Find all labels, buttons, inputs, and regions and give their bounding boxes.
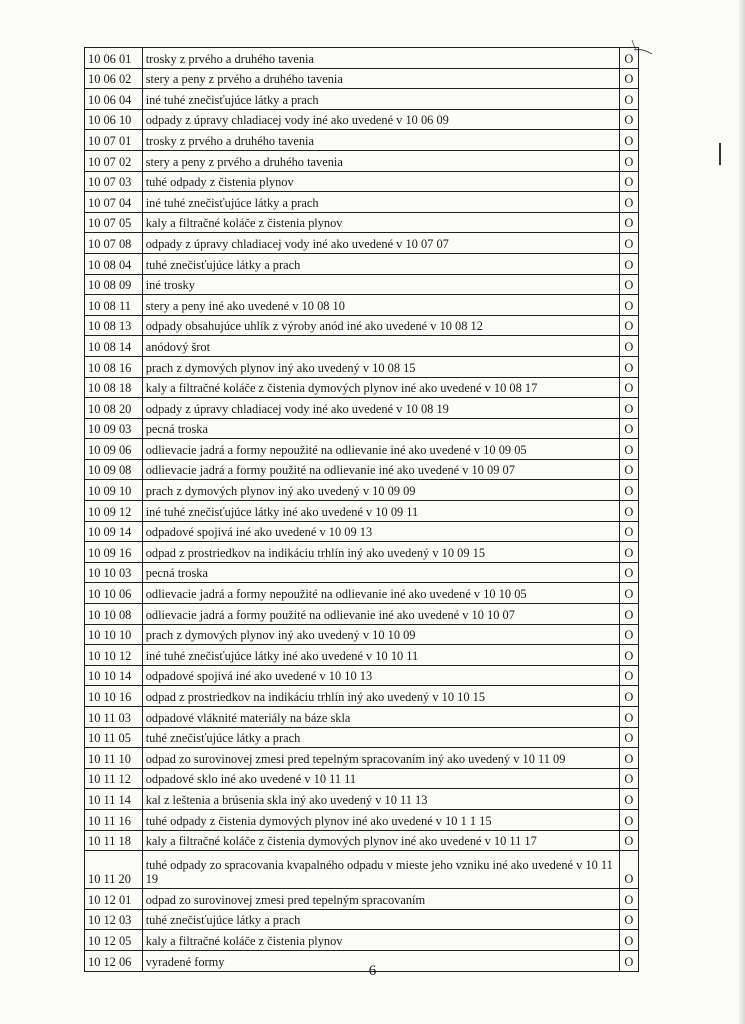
- waste-category: O: [619, 562, 638, 583]
- waste-description: prach z dymových plynov iný ako uvedený v 10 10 09: [142, 624, 619, 645]
- waste-code: 10 07 01: [85, 130, 143, 151]
- waste-description: prach z dymových plynov iný ako uvedený v 10 08 15: [142, 356, 619, 377]
- waste-category: O: [619, 542, 638, 563]
- waste-description: stery a peny z prvého a druhého tavenia: [142, 68, 619, 89]
- waste-category: O: [619, 604, 638, 625]
- waste-description: tuhé znečisťujúce látky a prach: [142, 909, 619, 930]
- waste-category: O: [619, 439, 638, 460]
- waste-description: pecná troska: [142, 562, 619, 583]
- waste-description: odpadové sklo iné ako uvedené v 10 11 11: [142, 768, 619, 789]
- waste-code: 10 11 05: [85, 727, 143, 748]
- waste-description: trosky z prvého a druhého tavenia: [142, 130, 619, 151]
- waste-category: O: [619, 707, 638, 728]
- waste-code: 10 10 10: [85, 624, 143, 645]
- table-row: [85, 253, 639, 274]
- waste-catalogue-table: [84, 47, 639, 972]
- table-row: [85, 418, 639, 439]
- waste-category: O: [619, 830, 638, 851]
- table-row: [85, 521, 639, 542]
- table-row: [85, 377, 639, 398]
- table-row: [85, 130, 639, 151]
- table-row: [85, 748, 639, 769]
- table-row: [85, 439, 639, 460]
- waste-description: odlievacie jadrá a formy použité na odlievanie iné ako uvedené v 10 10 07: [142, 604, 619, 625]
- waste-code: 10 12 03: [85, 909, 143, 930]
- waste-category: O: [619, 336, 638, 357]
- waste-code: 10 08 11: [85, 295, 143, 316]
- table-row: [85, 336, 639, 357]
- table-row: [85, 501, 639, 522]
- table-row: [85, 150, 639, 171]
- waste-category: O: [619, 356, 638, 377]
- waste-code: 10 08 20: [85, 398, 143, 419]
- table-row: [85, 480, 639, 501]
- table-row: [85, 583, 639, 604]
- waste-description: odpad zo surovinovej zmesi pred tepelným spracovaním iný ako uvedený v 10 11 09: [142, 748, 619, 769]
- table-row: [85, 665, 639, 686]
- waste-category: O: [619, 89, 638, 110]
- waste-description: odlievacie jadrá a formy nepoužité na odlievanie iné ako uvedené v 10 10 05: [142, 583, 619, 604]
- page-number: 6: [368, 963, 377, 979]
- waste-code: 10 06 10: [85, 109, 143, 130]
- waste-category: O: [619, 686, 638, 707]
- waste-description: odpad z prostriedkov na indikáciu trhlín iný ako uvedený v 10 10 15: [142, 686, 619, 707]
- waste-description: tuhé znečisťujúce látky a prach: [142, 727, 619, 748]
- waste-code: 10 06 01: [85, 48, 143, 69]
- waste-code: 10 08 13: [85, 315, 143, 336]
- waste-code: 10 11 10: [85, 748, 143, 769]
- waste-description: tuhé znečisťujúce látky a prach: [142, 253, 619, 274]
- waste-description: odpady z úpravy chladiacej vody iné ako uvedené v 10 06 09: [142, 109, 619, 130]
- waste-code: 10 06 02: [85, 68, 143, 89]
- waste-code: 10 11 16: [85, 809, 143, 830]
- waste-description: trosky z prvého a druhého tavenia: [142, 48, 619, 69]
- waste-category: O: [619, 253, 638, 274]
- table-row: [85, 624, 639, 645]
- waste-description: odpady obsahujúce uhlík z výroby anód iné ako uvedené v 10 08 12: [142, 315, 619, 336]
- table-row: [85, 68, 639, 89]
- waste-category: O: [619, 950, 638, 971]
- table-row: [85, 274, 639, 295]
- waste-category: O: [619, 377, 638, 398]
- waste-code: 10 11 14: [85, 789, 143, 810]
- waste-code: 10 09 06: [85, 439, 143, 460]
- waste-code: 10 11 20: [85, 851, 143, 889]
- waste-code: 10 12 06: [85, 950, 143, 971]
- table-row: [85, 233, 639, 254]
- waste-code: 10 10 03: [85, 562, 143, 583]
- table-row: [85, 686, 639, 707]
- table-row: [85, 192, 639, 213]
- waste-category: O: [619, 130, 638, 151]
- table-row: [85, 171, 639, 192]
- waste-code: 10 11 12: [85, 768, 143, 789]
- waste-code: 10 12 01: [85, 889, 143, 910]
- table-row: [85, 789, 639, 810]
- waste-category: O: [619, 727, 638, 748]
- waste-category: O: [619, 624, 638, 645]
- waste-code: 10 09 14: [85, 521, 143, 542]
- waste-code: 10 08 14: [85, 336, 143, 357]
- waste-code: 10 10 08: [85, 604, 143, 625]
- table-row: [85, 212, 639, 233]
- waste-description: kal z leštenia a brúsenia skla iný ako uvedený v 10 11 13: [142, 789, 619, 810]
- waste-description: iné tuhé znečisťujúce látky a prach: [142, 192, 619, 213]
- waste-description: odlievacie jadrá a formy nepoužité na odlievanie iné ako uvedené v 10 09 05: [142, 439, 619, 460]
- waste-description: odpady z úpravy chladiacej vody iné ako uvedené v 10 07 07: [142, 233, 619, 254]
- waste-description: kaly a filtračné koláče z čistenia plynov: [142, 930, 619, 951]
- waste-code: 10 10 14: [85, 665, 143, 686]
- waste-description: prach z dymových plynov iný ako uvedený v 10 09 09: [142, 480, 619, 501]
- waste-code: 10 07 02: [85, 150, 143, 171]
- waste-code: 10 10 06: [85, 583, 143, 604]
- waste-category: O: [619, 48, 638, 69]
- waste-category: O: [619, 150, 638, 171]
- waste-category: O: [619, 274, 638, 295]
- waste-description: odpad z prostriedkov na indikáciu trhlín iný ako uvedený v 10 09 15: [142, 542, 619, 563]
- waste-category: O: [619, 171, 638, 192]
- waste-code: 10 10 16: [85, 686, 143, 707]
- waste-category: O: [619, 645, 638, 666]
- waste-description: iné tuhé znečisťujúce látky a prach: [142, 89, 619, 110]
- waste-category: O: [619, 768, 638, 789]
- waste-description: kaly a filtračné koláče z čistenia dymových plynov iné ako uvedené v 10 11 17: [142, 830, 619, 851]
- waste-code: 10 09 16: [85, 542, 143, 563]
- table-row: [85, 851, 639, 889]
- table-row: [85, 398, 639, 419]
- waste-description: pecná troska: [142, 418, 619, 439]
- table-row: [85, 356, 639, 377]
- waste-code: 10 09 08: [85, 459, 143, 480]
- table-row: [85, 727, 639, 748]
- table-row: [85, 295, 639, 316]
- waste-category: O: [619, 583, 638, 604]
- waste-category: O: [619, 192, 638, 213]
- waste-category: O: [619, 418, 638, 439]
- waste-code: 10 06 04: [85, 89, 143, 110]
- waste-category: O: [619, 889, 638, 910]
- waste-description: vyradené formy: [142, 950, 619, 971]
- waste-code: 10 09 12: [85, 501, 143, 522]
- waste-code: 10 07 03: [85, 171, 143, 192]
- waste-category: O: [619, 212, 638, 233]
- waste-description: odpadové vláknité materiály na báze skla: [142, 707, 619, 728]
- waste-category: O: [619, 665, 638, 686]
- waste-description: kaly a filtračné koláče z čistenia plynov: [142, 212, 619, 233]
- table-row: [85, 809, 639, 830]
- waste-code: 10 08 04: [85, 253, 143, 274]
- waste-code: 10 07 04: [85, 192, 143, 213]
- waste-code: 10 07 08: [85, 233, 143, 254]
- waste-category: O: [619, 480, 638, 501]
- waste-category: O: [619, 233, 638, 254]
- table-row: [85, 768, 639, 789]
- waste-description: iné tuhé znečisťujúce látky iné ako uvedené v 10 09 11: [142, 501, 619, 522]
- table-row: [85, 909, 639, 930]
- table-row: [85, 89, 639, 110]
- waste-code: 10 08 18: [85, 377, 143, 398]
- waste-category: O: [619, 909, 638, 930]
- waste-code: 10 08 09: [85, 274, 143, 295]
- pen-mark-side: [719, 143, 721, 165]
- waste-description: odpadové spojivá iné ako uvedené v 10 09 13: [142, 521, 619, 542]
- table-row: [85, 707, 639, 728]
- waste-category: O: [619, 851, 638, 889]
- waste-description: odpadové spojivá iné ako uvedené v 10 10 13: [142, 665, 619, 686]
- waste-description: tuhé odpady z čistenia plynov: [142, 171, 619, 192]
- waste-category: O: [619, 398, 638, 419]
- waste-description: anódový šrot: [142, 336, 619, 357]
- waste-code: 10 08 16: [85, 356, 143, 377]
- scan-page-edge: [739, 0, 745, 1024]
- waste-category: O: [619, 521, 638, 542]
- table-row: [85, 459, 639, 480]
- table-row: [85, 930, 639, 951]
- table-row: [85, 542, 639, 563]
- waste-code: 10 11 18: [85, 830, 143, 851]
- waste-category: O: [619, 748, 638, 769]
- waste-description: tuhé odpady z čistenia dymových plynov iné ako uvedené v 10 1 1 15: [142, 809, 619, 830]
- waste-description: odlievacie jadrá a formy použité na odlievanie iné ako uvedené v 10 09 07: [142, 459, 619, 480]
- waste-code: 10 09 10: [85, 480, 143, 501]
- waste-description: stery a peny iné ako uvedené v 10 08 10: [142, 295, 619, 316]
- table-row: [85, 48, 639, 69]
- waste-code: 10 10 12: [85, 645, 143, 666]
- waste-description: iné tuhé znečisťujúce látky iné ako uvedené v 10 10 11: [142, 645, 619, 666]
- waste-category: O: [619, 315, 638, 336]
- table-row: [85, 645, 639, 666]
- table-row: [85, 562, 639, 583]
- table-row: [85, 109, 639, 130]
- waste-category: O: [619, 109, 638, 130]
- waste-category: O: [619, 809, 638, 830]
- table-row: [85, 315, 639, 336]
- table-row: [85, 604, 639, 625]
- waste-description: odpady z úpravy chladiacej vody iné ako uvedené v 10 08 19: [142, 398, 619, 419]
- waste-code: 10 12 05: [85, 930, 143, 951]
- table-body: [85, 48, 639, 972]
- table-row: [85, 889, 639, 910]
- waste-description: stery a peny z prvého a druhého tavenia: [142, 150, 619, 171]
- waste-category: O: [619, 68, 638, 89]
- waste-description: iné trosky: [142, 274, 619, 295]
- waste-description: tuhé odpady zo spracovania kvapalného odpadu v mieste jeho vzniku iné ako uvedené v 10 11 19: [142, 851, 619, 889]
- waste-code: 10 07 05: [85, 212, 143, 233]
- waste-category: O: [619, 295, 638, 316]
- waste-category: O: [619, 930, 638, 951]
- table-row: [85, 830, 639, 851]
- waste-description: kaly a filtračné koláče z čistenia dymových plynov iné ako uvedené v 10 08 17: [142, 377, 619, 398]
- waste-description: odpad zo surovinovej zmesi pred tepelným spracovaním: [142, 889, 619, 910]
- waste-code: 10 11 03: [85, 707, 143, 728]
- waste-category: O: [619, 459, 638, 480]
- waste-category: O: [619, 501, 638, 522]
- waste-code: 10 09 03: [85, 418, 143, 439]
- waste-category: O: [619, 789, 638, 810]
